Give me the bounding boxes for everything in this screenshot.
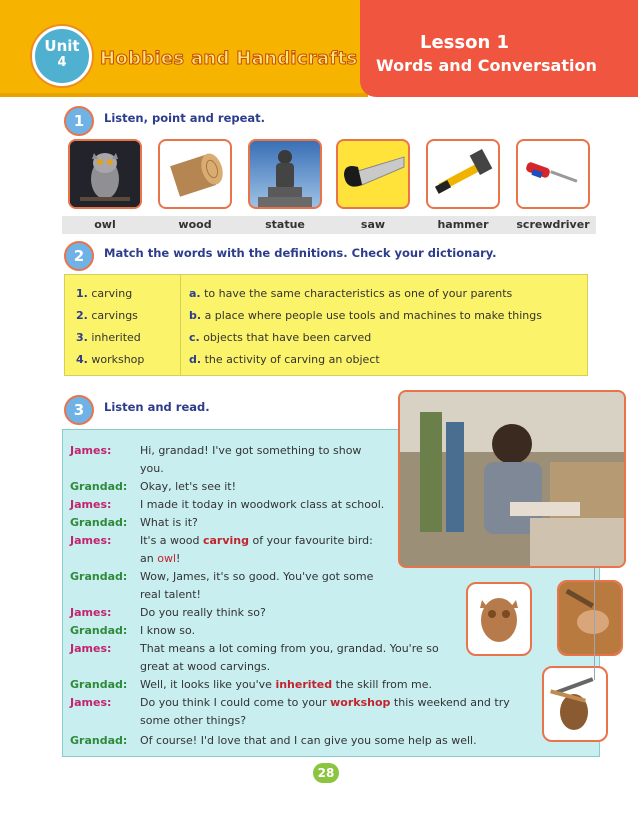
screwdriver-icon [518, 141, 588, 207]
woodwork-scene-icon [400, 392, 624, 566]
dialogue-line: I know so. [140, 624, 196, 637]
statue-icon [250, 141, 320, 207]
section-1-number: 1 [64, 106, 94, 136]
owl-icon [70, 141, 140, 207]
dialogue-line: great at wood carvings. [140, 660, 271, 673]
speaker-grandad: Grandad: [70, 480, 128, 493]
section-1-instruction: Listen, point and repeat. [104, 111, 266, 125]
speaker-james: James: [70, 534, 112, 547]
speaker-james: James: [70, 498, 112, 511]
speaker-grandad: Grandad: [70, 734, 128, 747]
hammer-icon [428, 141, 498, 207]
dialogue-line: Well, it looks like you've inherited the skill from me. [140, 678, 433, 691]
match-word-2: 2. carvings [76, 309, 138, 322]
wood-log-icon [160, 141, 230, 207]
definition-c: c. objects that have been carved [189, 331, 372, 344]
section-3-number: 3 [64, 395, 94, 425]
match-word-3: 3. inherited [76, 331, 141, 344]
word-statue: statue [265, 218, 305, 231]
speaker-grandad: Grandad: [70, 570, 128, 583]
keyword-carving: carving [202, 534, 249, 547]
match-word-4: 4. workshop [76, 353, 145, 366]
dialogue-line: It's a wood carving of your favourite bird: [140, 534, 373, 547]
definition-d: d. the activity of carving an object [189, 353, 380, 366]
dialogue-line: Hi, grandad! I've got something to show [140, 444, 362, 457]
keyword-inherited: inherited [275, 678, 333, 691]
word-screwdriver: screwdriver [516, 218, 590, 231]
word-owl: owl [94, 218, 116, 231]
word-hammer: hammer [437, 218, 489, 231]
dialogue-line: real talent! [140, 588, 201, 601]
carving-hands-photo [557, 580, 623, 656]
lesson-label: Lesson 1 [420, 32, 510, 53]
speaker-james: James: [70, 642, 112, 655]
definition-b: b. a place where people use tools and machines to make things [189, 309, 542, 322]
speaker-james: James: [70, 606, 112, 619]
owl-carving-photo [466, 582, 532, 656]
woodwork-tools-icon [544, 668, 606, 740]
woodwork-class-photo [398, 390, 626, 568]
section-2-number: 2 [64, 241, 94, 271]
speaker-james: James: [70, 444, 112, 457]
match-word-1: 1. carving [76, 287, 133, 300]
keyword-workshop: workshop [330, 696, 391, 709]
hammer-picture [426, 139, 500, 209]
dialogue-line: What is it? [140, 516, 198, 529]
owl-picture [68, 139, 142, 209]
word-wood: wood [178, 218, 212, 231]
dialogue-line: That means a lot coming from you, grandad. You're so [140, 642, 439, 655]
word-saw: saw [360, 218, 386, 231]
keyword-owl: owl [157, 552, 177, 565]
section-2-instruction: Match the words with the definitions. Check your dictionary. [104, 246, 497, 260]
tools-photo [542, 666, 608, 742]
speaker-grandad: Grandad: [70, 624, 128, 637]
dialogue-line: you. [140, 462, 164, 475]
dialogue-line: Wow, James, it's so good. You've got some [140, 570, 374, 583]
photo-connector-line [594, 568, 595, 680]
speaker-james: James: [70, 696, 112, 709]
unit-badge [32, 26, 92, 86]
saw-icon [338, 141, 408, 207]
page-number: 28 [313, 763, 339, 783]
dialogue-line: Okay, let's see it! [140, 480, 237, 493]
wood-picture [158, 139, 232, 209]
unit-number: 4 [57, 55, 67, 70]
dialogue-line: Do you really think so? [140, 606, 266, 619]
saw-picture [336, 139, 410, 209]
speaker-grandad: Grandad: [70, 516, 128, 529]
dialogue-line: an owl! [140, 552, 181, 565]
dialogue-line: Do you think I could come to your workshop this weekend and try [140, 696, 510, 709]
dialogue-line: Of course! I'd love that and I can give you some help as well. [140, 734, 477, 747]
unit-label: Unit [44, 37, 80, 55]
screwdriver-picture [516, 139, 590, 209]
lesson-title: Words and Conversation [376, 56, 597, 75]
statue-picture [248, 139, 322, 209]
speaker-grandad: Grandad: [70, 678, 128, 691]
carving-hands-icon [559, 582, 621, 654]
dialogue-line: I made it today in woodwork class at school. [140, 498, 385, 511]
owl-carving-icon [468, 584, 530, 654]
match-table-divider [180, 275, 181, 375]
section-3-instruction: Listen and read. [104, 400, 210, 414]
unit-title: Hobbies and Handicrafts [100, 48, 358, 69]
dialogue-line: some other things? [140, 714, 247, 727]
definition-a: a. to have the same characteristics as one of your parents [189, 287, 513, 300]
